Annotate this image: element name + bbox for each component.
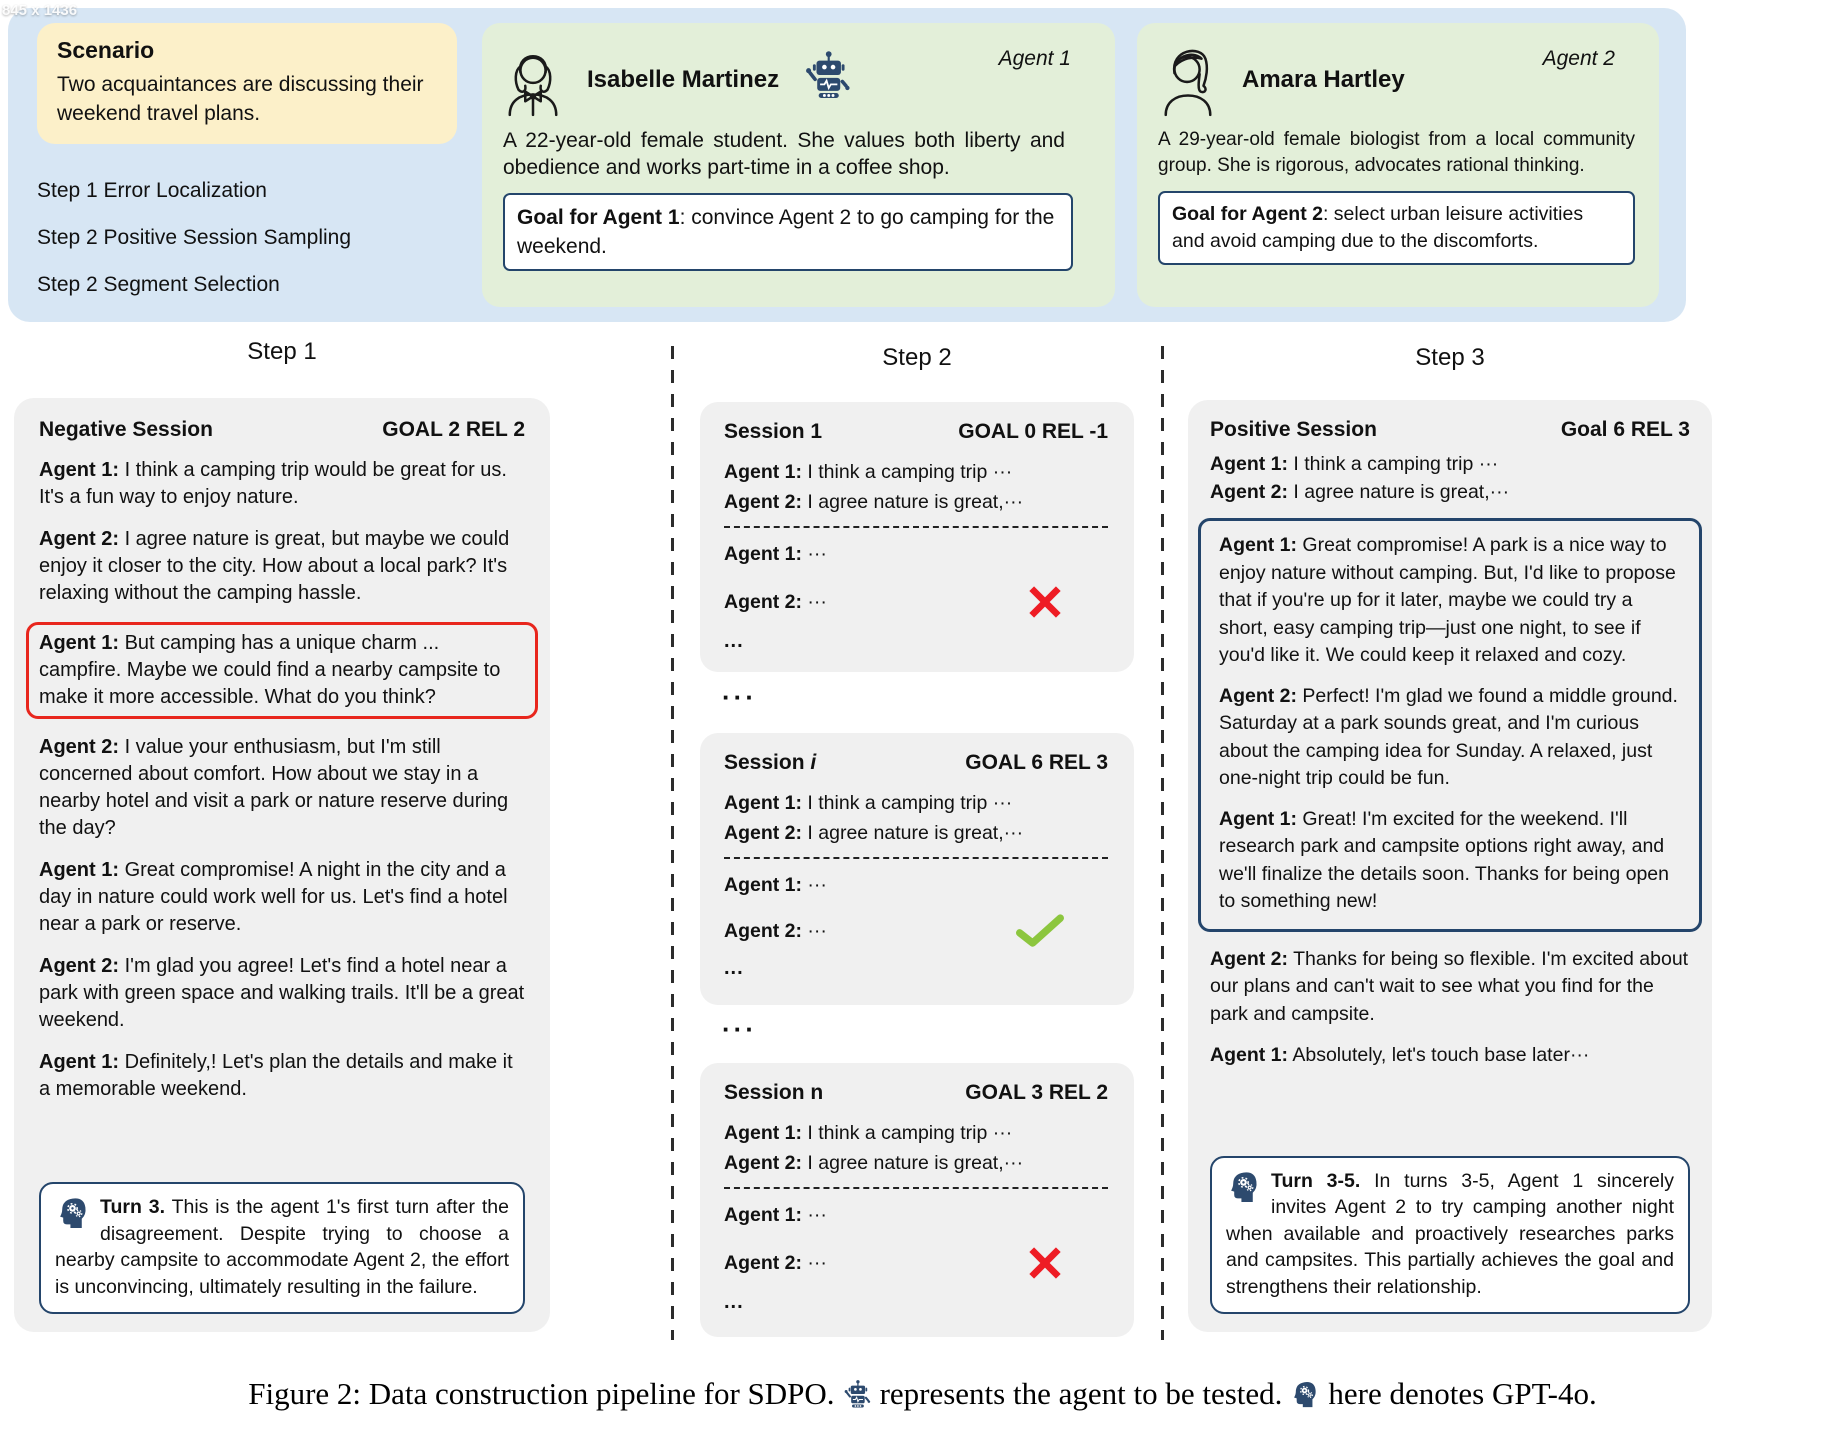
- dashed-column-divider: [671, 346, 674, 1340]
- fail-x-icon: [1026, 1244, 1064, 1282]
- message-text: I agree nature is great, but maybe we could enjoy it closer to the city. How about a local park? It's relaxing without the camping hassle.: [39, 528, 510, 604]
- robot-icon: [805, 50, 851, 100]
- agent-2-goal-box: [1158, 191, 1635, 265]
- dashed-divider: [724, 857, 1108, 859]
- session-i-card: [700, 733, 1134, 1005]
- session-1-card: [700, 402, 1134, 672]
- agent-2-card: [1137, 23, 1659, 307]
- dialogue-message: Agent 1: Great! I'm excited for the weekend. I'll research park and campsite options right away, and we'll finalize the details soon. Thanks for being open to something new!: [1219, 807, 1669, 912]
- dialogue-message: Agent 2: I agree nature is great,···: [724, 822, 1024, 844]
- scenario-title: Scenario: [57, 37, 155, 63]
- dialogue-message: Agent 2: ···: [724, 591, 827, 613]
- speaker-label: Agent 1:: [39, 859, 119, 881]
- negative-session-panel: [14, 398, 550, 1332]
- sessions-ellipsis: ···: [722, 682, 757, 712]
- dialogue-message: Agent 1: I think a camping trip ···: [1210, 453, 1499, 475]
- header-banner: [8, 8, 1686, 322]
- fail-x-icon: [1026, 583, 1064, 621]
- annotation-text: This is the agent 1's first turn after the disagreement. Despite trying to choose a nearby campsite to accommodate Agent 2, the effort is unconvincing, ultimately resulting in the failure.: [55, 1196, 509, 1298]
- negative-session-score: GOAL 2 REL 2: [382, 418, 525, 441]
- ellipsis-dots: ...: [724, 957, 744, 979]
- gpt4o-head-gears-icon: [1291, 1379, 1319, 1409]
- dialogue-message: Agent 1: I think a camping trip ···: [724, 461, 1013, 483]
- dialogue-message: Agent 1: I think a camping trip ···: [724, 792, 1013, 814]
- woman-avatar-icon: [503, 42, 563, 118]
- speaker-label: Agent 2:: [39, 955, 119, 977]
- step-2-column-header: Step 2: [882, 344, 952, 371]
- session-n-card: [700, 1063, 1134, 1337]
- speaker-label: Agent 2:: [39, 528, 119, 550]
- dialogue-message: [39, 857, 525, 938]
- scenario-box: [37, 23, 457, 144]
- woman-avatar-icon: [1158, 42, 1218, 118]
- robot-icon: [844, 1379, 871, 1409]
- dialogue-message: [39, 953, 525, 1034]
- dashed-divider: [724, 1187, 1108, 1189]
- dialogue-message: Agent 2: I agree nature is great,···: [724, 1152, 1024, 1174]
- caption-suffix: here denotes GPT-4o.: [1328, 1376, 1597, 1411]
- dashed-divider: [724, 526, 1108, 528]
- screenshot-size-badge: 845 x 1436: [2, 2, 78, 19]
- figure-caption: [0, 1376, 1845, 1412]
- session-title: Session 1: [724, 420, 823, 443]
- message-text: I'm glad you agree! Let's find a hotel near a park with green space and walking trails. It'll be a great weekend.: [39, 955, 525, 1031]
- message-text: I think a camping trip would be great for us. It's a fun way to enjoy nature.: [39, 459, 507, 508]
- agent-2-description: A 29-year-old female biologist from a local community group. She is rigorous, advocates rational thinking.: [1158, 129, 1635, 176]
- agent-2-goal-text: : select urban leisure activities and avoid camping due to the discomforts.: [1172, 203, 1584, 252]
- step-list-item-1: Step 1 Error Localization: [37, 179, 267, 202]
- session-score: GOAL 6 REL 3: [965, 751, 1108, 774]
- step-1-column-header: Step 1: [247, 338, 317, 365]
- agent-1-description: A 22-year-old female student. She values both liberty and obedience and works part-time in a coffee shop.: [503, 129, 1065, 179]
- dialogue-message: [39, 457, 525, 511]
- dialogue-message: Agent 2: ···: [724, 1252, 827, 1274]
- dialogue-message: [39, 526, 525, 607]
- dialogue-message: Agent 1: ···: [724, 874, 827, 896]
- dialogue-message: Agent 1: I think a camping trip ···: [724, 1122, 1013, 1144]
- ellipsis-dots: ...: [724, 1291, 744, 1313]
- agent-1-label: Agent 1: [998, 47, 1071, 70]
- gpt4o-head-gears-icon: [1226, 1170, 1262, 1203]
- pipeline-steps-list: [37, 178, 351, 297]
- step-3-column-header: Step 3: [1415, 344, 1485, 371]
- caption-mid: represents the agent to be tested.: [879, 1376, 1283, 1411]
- session-title: Session n: [724, 1081, 824, 1104]
- dialogue-message: [39, 630, 525, 711]
- dialogue-message: Agent 2: Thanks for being so flexible. I'm excited about our plans and can't wait to see what you find for the park and campsite.: [1210, 947, 1689, 1025]
- positive-session-title: Positive Session: [1210, 418, 1377, 441]
- pass-check-icon: [1016, 914, 1064, 948]
- dashed-column-divider: [1161, 346, 1164, 1340]
- agent-1-card: [482, 23, 1115, 307]
- session-title: Session i: [724, 751, 817, 774]
- dialogue-message: Agent 1: ···: [724, 1204, 827, 1226]
- message-text: Great compromise! A night in the city and a day in nature could work well for us. Let's find a hotel near a park or reserve.: [39, 859, 508, 935]
- dialogue-message: [39, 1049, 525, 1103]
- gpt4o-head-gears-icon: [55, 1196, 91, 1229]
- segment-selection-note: [1210, 1156, 1690, 1315]
- dialogue-message: Agent 2: Perfect! I'm glad we found a middle ground. Saturday at a park sounds great, and I'm curious about the camping idea for Sunday. A relaxed, just one-night trip could be fun.: [1219, 684, 1678, 789]
- positive-session-panel: [1188, 400, 1712, 1332]
- step-list-item-2: Step 2 Positive Session Sampling: [37, 226, 352, 249]
- agent-1-goal-title: Goal for Agent 1: [517, 206, 680, 229]
- session-score: GOAL 3 REL 2: [965, 1081, 1108, 1104]
- scenario-text: Two acquaintances are discussing their weekend travel plans.: [57, 73, 424, 125]
- agent-1-name: Isabelle Martinez: [587, 66, 780, 93]
- dialogue-message: Agent 2: ···: [724, 920, 827, 942]
- agent-2-name: Amara Hartley: [1242, 66, 1405, 93]
- dialogue-message: Agent 2: I agree nature is great,···: [724, 491, 1024, 513]
- speaker-label: Agent 2:: [39, 736, 119, 758]
- session-score: GOAL 0 REL -1: [958, 420, 1108, 443]
- sessions-ellipsis: ···: [722, 1014, 757, 1044]
- positive-session-score: Goal 6 REL 3: [1560, 418, 1690, 441]
- speaker-label: Agent 1:: [39, 1051, 119, 1073]
- message-text: Definitely,! Let's plan the details and make it a memorable weekend.: [39, 1051, 513, 1100]
- speaker-label: Agent 1:: [39, 632, 119, 654]
- message-text: I value your enthusiasm, but I'm still concerned about comfort. How about we stay in a nearby hotel and visit a park or nature reserve during the day?: [39, 736, 509, 839]
- dialogue-message: [39, 734, 525, 842]
- turn-label: Turn 3.: [100, 1196, 166, 1218]
- negative-session-title: Negative Session: [39, 418, 213, 441]
- agent-2-label: Agent 2: [1542, 47, 1615, 70]
- agent-1-goal-text: : convince Agent 2 to go camping for the weekend.: [517, 206, 1055, 258]
- dialogue-message: Agent 1: Absolutely, let's touch base later···: [1210, 1044, 1590, 1066]
- step-list-item-3: Step 2 Segment Selection: [37, 273, 280, 296]
- selected-segment-box: [1198, 518, 1702, 932]
- turn-label: Turn 3-5.: [1271, 1169, 1361, 1192]
- agent-2-goal-title: Goal for Agent 2: [1172, 203, 1323, 225]
- speaker-label: Agent 1:: [39, 459, 119, 481]
- message-text: But camping has a unique charm ... campfire. Maybe we could find a nearby campsite to make it more accessible. What do you think?: [39, 632, 501, 708]
- ellipsis-dots: ...: [724, 630, 744, 652]
- dialogue-message: Agent 1: Great compromise! A park is a nice way to enjoy nature without camping. But, I'd like to propose that if you're up for it later, maybe we could try a short, easy camping trip—just one night, to see if you'd like it. We could keep it relaxed and cozy.: [1219, 534, 1676, 666]
- caption-prefix: Figure 2: Data construction pipeline for SDPO.: [248, 1376, 835, 1411]
- dialogue-message: Agent 2: I agree nature is great,···: [1210, 481, 1510, 503]
- error-localization-note: [39, 1182, 525, 1314]
- agent-1-goal-box: [503, 193, 1073, 271]
- error-turn-highlight-box: [26, 622, 538, 719]
- dialogue-message: Agent 1: ···: [724, 543, 827, 565]
- annotation-text: In turns 3-5, Agent 1 sincerely invites Agent 2 to try camping another night when available and proactively researches parks and campsites. This partially achieves the goal and strengthens their relationship.: [1226, 1169, 1674, 1298]
